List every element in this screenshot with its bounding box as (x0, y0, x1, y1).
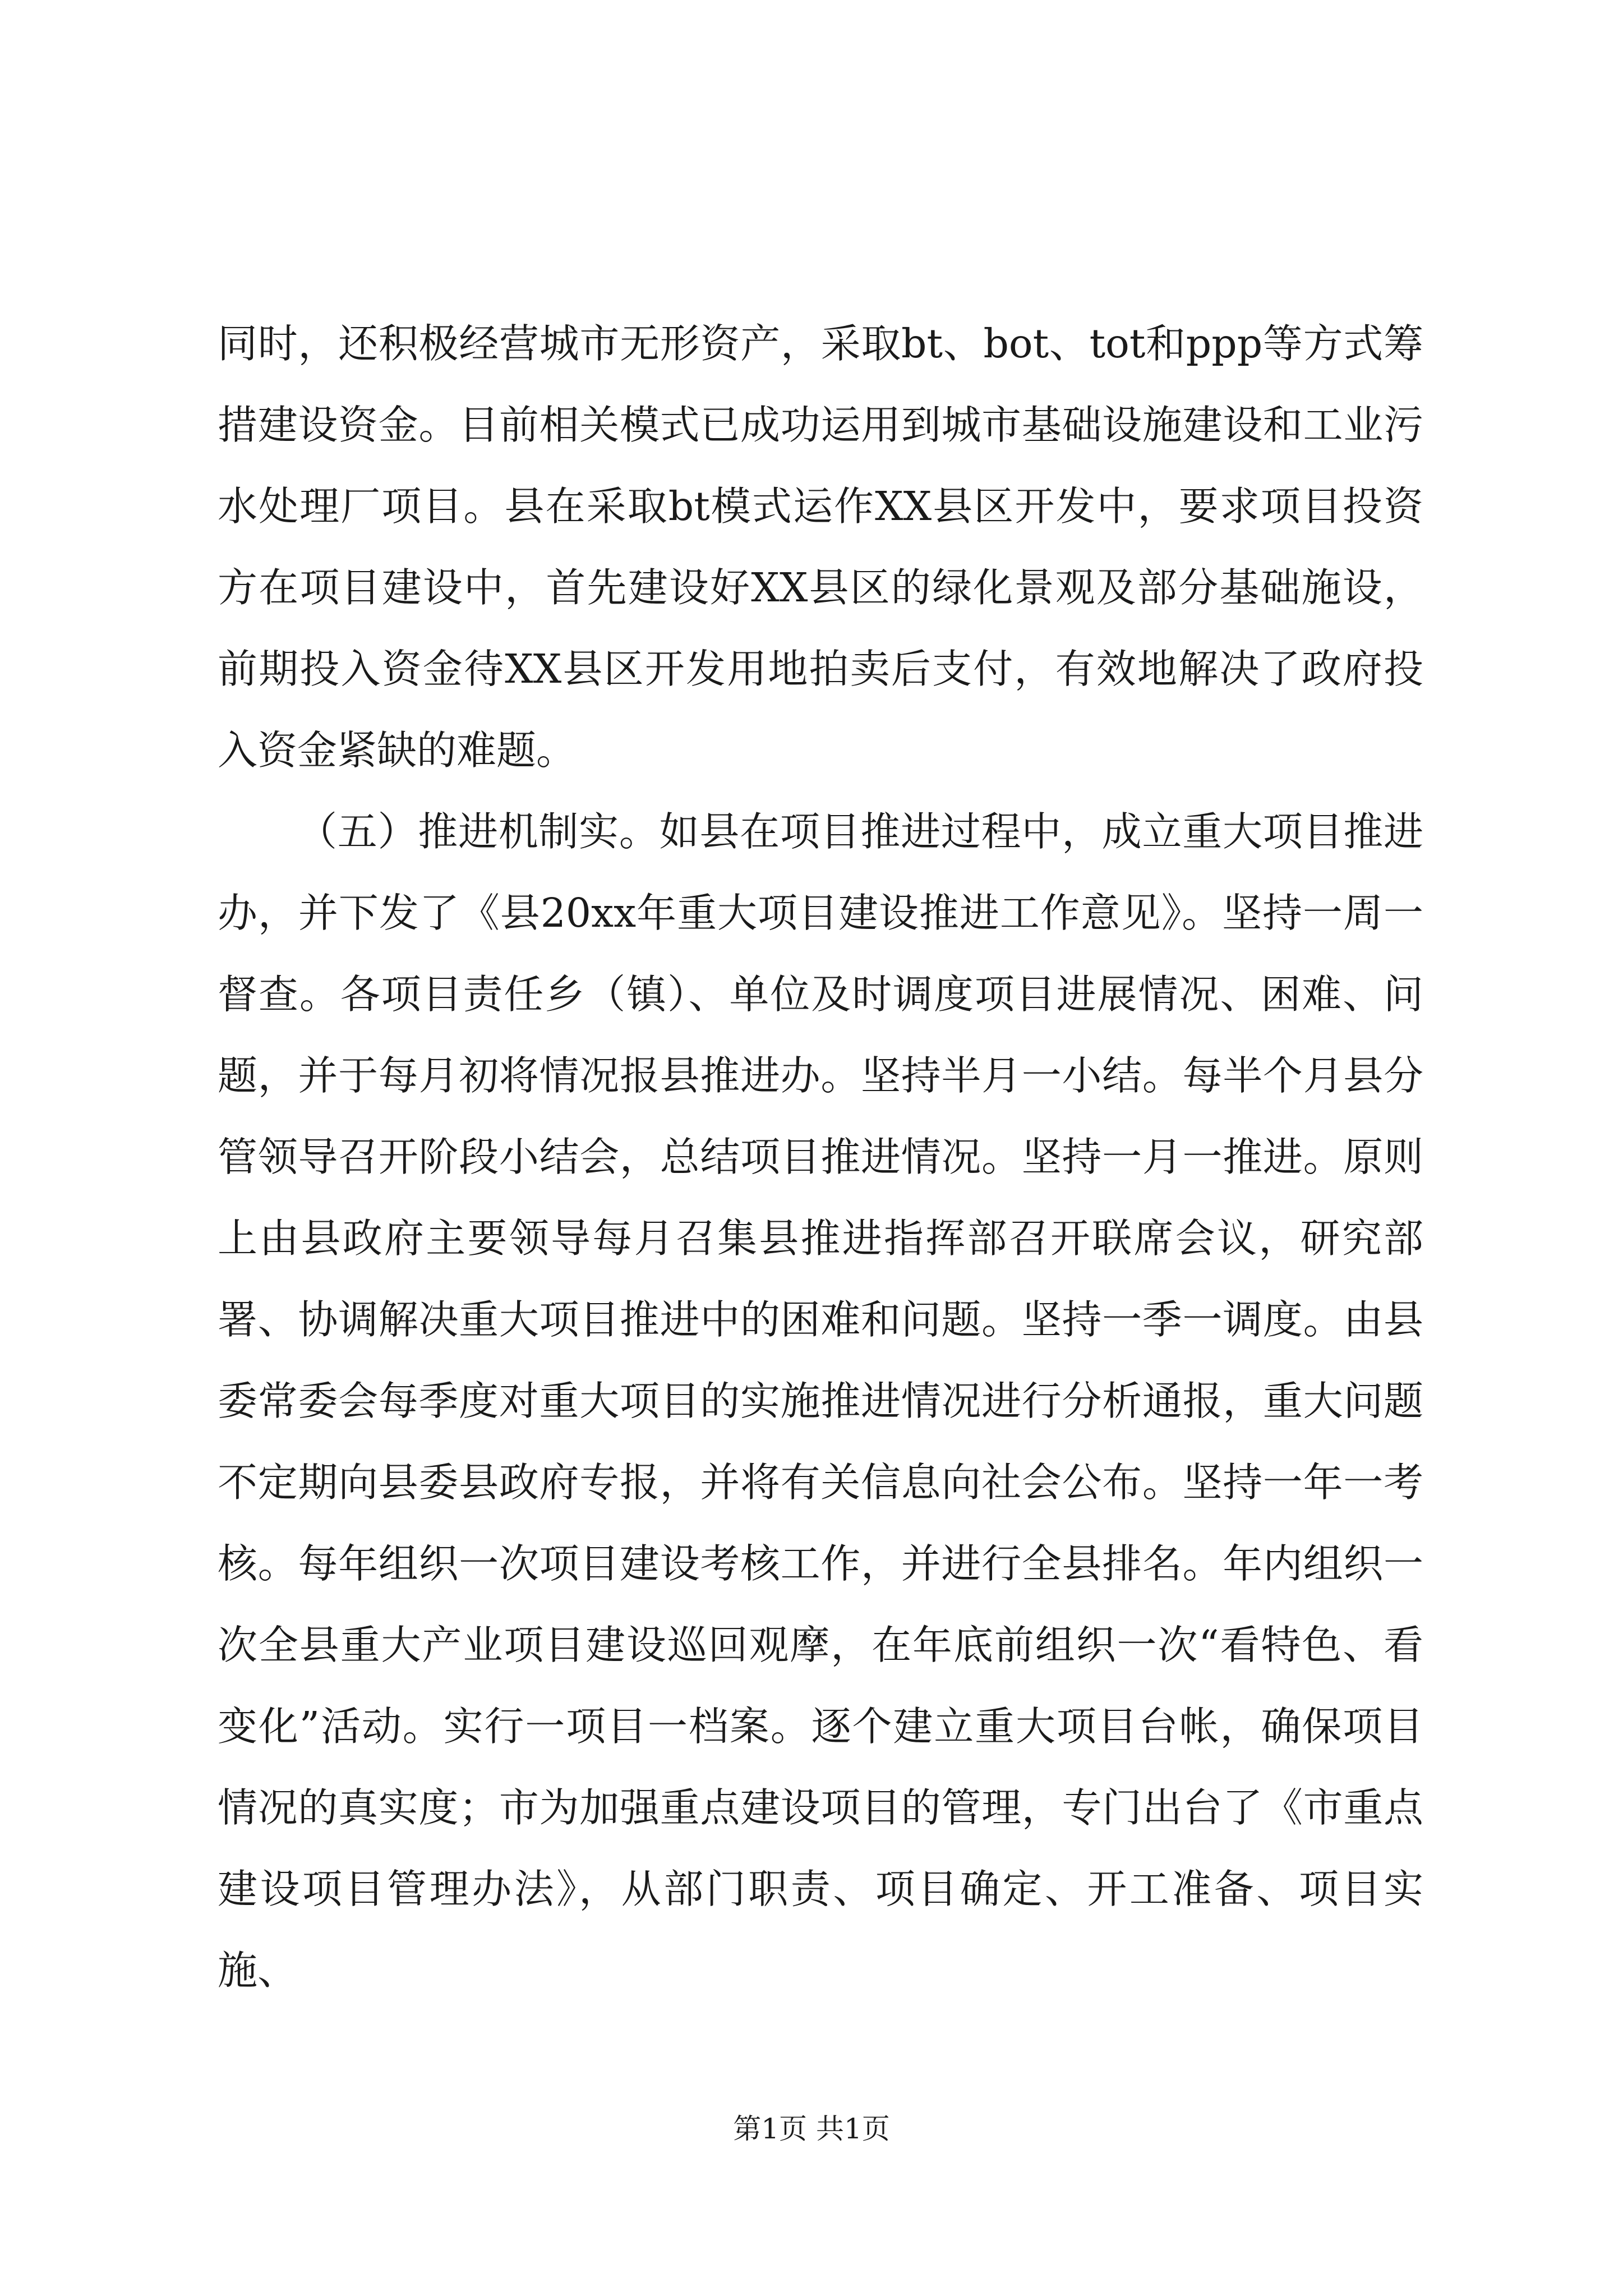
page-footer: 第1页 共1页 (733, 2113, 890, 2145)
paragraph-section-five: （五）推进机制实。如县在项目推进过程中，成立重大项目推进办，并下发了《县20xx年重大项目建设推进工作意见》。坚持一周一督查。各项目责任乡（镇）、单位及时调度项目进展情况、困难、问题，并于每月初将情况报县推进办。坚持半月一小结。每半个月县分管领导召开阶段小结会，总结项目推进情况。坚持一月一推进。原则上由县政府主要领导每月召集县推进指挥部召开联席会议，研究部署、协调解决重大项目推进中的困难和问题。坚持一季一调度。由县委常委会每季度对重大项目的实施推进情况进行分析通报，重大问题不定期向县委县政府专报，并将有关信息向社会公布。坚持一年一考核。每年组织一次项目建设考核工作，并进行全县排名。年内组织一次全县重大产业项目建设巡回观摩，在年底前组织一次“看特色、看变化”活动。实行一项目一档案。逐个建立重大项目台帐，确保项目情况的真实度；市为加强重点建设项目的管理，专门出台了《市重点建设项目管理办法》，从部门职责、项目确定、开工准备、项目实施、 (218, 808, 1423, 1994)
paragraph-continuation: 同时，还积极经营城市无形资产，采取bt、bot、tot和ppp等方式筹措建设资金。目前相关模式已成功运用到城市基础设施建设和工业污水处理厂项目。县在采取bt模式运作XX县区开发中，要求项目投资方在项目建设中，首先建设好XX县区的绿化景观及部分基础施设，前期投入资金待XX县区开发用地拍卖后支付，有效地解决了政府投入资金紧缺的难题。 (218, 320, 1423, 774)
document-body (218, 303, 1423, 2011)
